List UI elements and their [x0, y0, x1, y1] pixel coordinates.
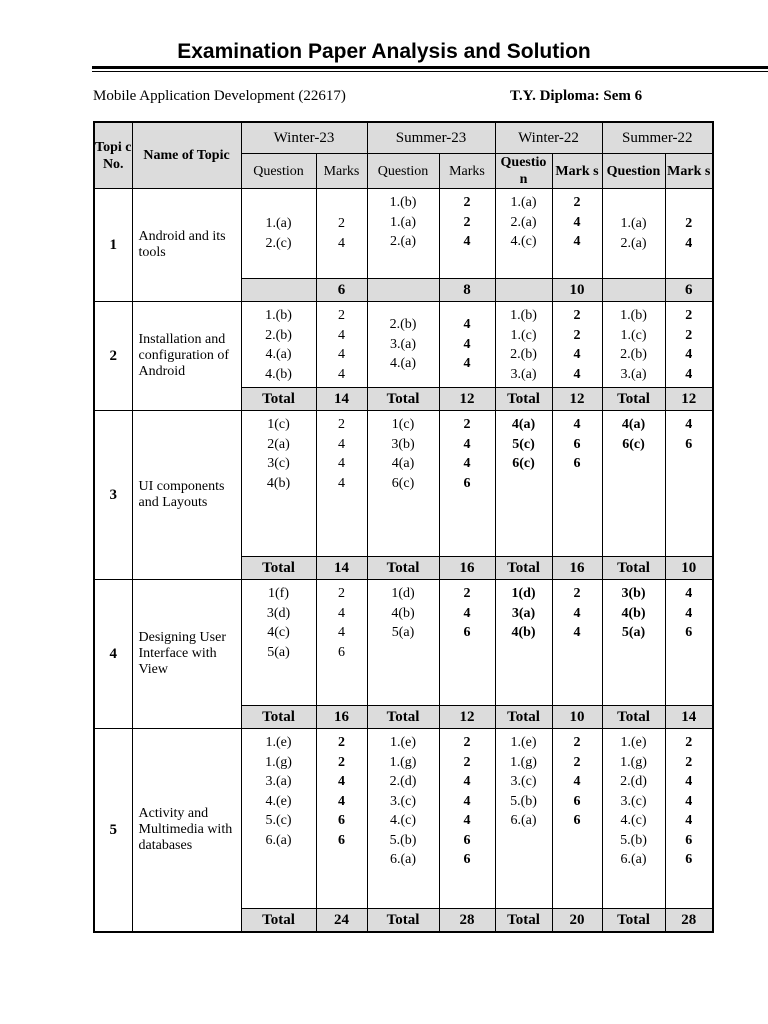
question-number: 1.(b): [265, 308, 292, 323]
marks-value: 2: [685, 327, 693, 343]
topic-number: 3: [94, 411, 132, 580]
question-number: 4(b): [511, 625, 536, 640]
marks-value: 2: [685, 735, 693, 750]
cell-w22-marks: [552, 729, 602, 909]
total-label: Total: [241, 388, 316, 411]
question-number: 5.(b): [510, 793, 537, 809]
marks-value: 2: [338, 216, 345, 231]
question-number: 4(b): [621, 605, 646, 621]
cell-w22-questions: [495, 729, 552, 909]
total-marks: 16: [439, 557, 495, 580]
question-number: 1(d): [511, 586, 536, 601]
header-season-summer-22: Summer-22: [602, 122, 713, 154]
question-number: 1.(a): [510, 195, 537, 210]
table-row: [94, 302, 713, 388]
question-number: 4.(a): [265, 347, 292, 362]
total-marks: 8: [439, 279, 495, 302]
question-number: 1.(e): [510, 735, 537, 750]
total-marks: 16: [316, 706, 367, 729]
topic-number: 1: [94, 189, 132, 302]
marks-value: 6: [338, 813, 345, 828]
header-marks: Marks: [316, 154, 367, 189]
marks-value: 2: [573, 735, 581, 750]
marks-value: 4: [685, 235, 693, 251]
question-number: 1.(e): [389, 735, 417, 750]
question-number: 5(a): [391, 625, 415, 640]
question-number: 5.(b): [620, 832, 647, 848]
marks-value: 2: [463, 586, 471, 601]
question-number: 5.(c): [265, 813, 292, 828]
cell-s23-questions: [367, 302, 439, 388]
question-number: 1.(g): [510, 754, 537, 770]
total-label: Total: [367, 909, 439, 933]
topic-name: Activity and Multimedia with databases: [132, 729, 241, 933]
question-number: 4(b): [391, 605, 415, 621]
marks-value: 4: [338, 366, 345, 382]
marks-value: 4: [573, 366, 581, 382]
marks-value: 4: [463, 234, 471, 249]
marks-value: 4: [463, 793, 471, 809]
question-number: 1.(g): [265, 754, 292, 770]
question-number: 3.(c): [389, 793, 417, 809]
total-label: Total: [495, 909, 552, 933]
marks-value: 6: [573, 793, 581, 809]
marks-value: 2: [338, 417, 345, 432]
question-number: 3.(a): [265, 774, 292, 789]
marks-value: 4: [463, 774, 471, 789]
marks-value: 4: [338, 475, 345, 491]
topic-name: Installation and configuration of Android: [132, 302, 241, 411]
cell-s22-marks: [665, 729, 713, 909]
marks-value: 2: [463, 214, 471, 230]
cell-s23-marks: [439, 189, 495, 279]
marks-value: 4: [573, 625, 581, 640]
question-number: 6.(a): [389, 852, 417, 867]
marks-value: 2: [338, 754, 345, 770]
cell-w23-questions: [241, 580, 316, 706]
header-topic-no: Topi c No.: [94, 122, 132, 189]
marks-value: 4: [685, 813, 693, 828]
question-number: 5(a): [621, 625, 646, 640]
table-row: [94, 411, 713, 557]
cell-s22-marks: [665, 189, 713, 279]
cell-s23-questions: [367, 580, 439, 706]
cell-s22-questions: [602, 729, 665, 909]
marks-value: 4: [463, 813, 471, 828]
total-marks: 12: [439, 388, 495, 411]
cell-s22-marks: [665, 411, 713, 557]
topic-name: UI components and Layouts: [132, 411, 241, 580]
total-label: Total: [367, 388, 439, 411]
cell-w22-marks: [552, 411, 602, 557]
question-number: 1.(b): [389, 195, 417, 210]
total-label: Total: [602, 909, 665, 933]
total-label: Total: [367, 706, 439, 729]
total-marks: 12: [552, 388, 602, 411]
question-number: 6(c): [391, 475, 415, 491]
topic-name: Designing User Interface with View: [132, 580, 241, 729]
cell-s23-marks: [439, 302, 495, 388]
cell-s23-marks: [439, 729, 495, 909]
marks-value: 4: [338, 436, 345, 452]
marks-value: 6: [573, 436, 581, 452]
question-number: 6.(a): [620, 852, 647, 867]
question-number: 3.(a): [389, 336, 417, 352]
question-number: 1.(b): [620, 308, 647, 323]
cell-s23-marks: [439, 411, 495, 557]
marks-value: 2: [573, 195, 581, 210]
page-title: Examination Paper Analysis and Solution: [177, 40, 591, 63]
marks-value: 4: [573, 774, 581, 789]
marks-value: 4: [573, 605, 581, 621]
marks-value: 4: [463, 336, 471, 352]
total-marks: 6: [316, 279, 367, 302]
total-label: Total: [367, 557, 439, 580]
question-number: 1.(g): [389, 754, 417, 770]
cell-w23-questions: [241, 189, 316, 279]
question-number: 4.(b): [265, 366, 292, 382]
marks-value: 2: [573, 586, 581, 601]
cell-s23-marks: [439, 580, 495, 706]
question-number: 6.(a): [265, 832, 292, 848]
marks-value: 2: [685, 754, 693, 770]
marks-value: 4: [685, 605, 693, 621]
question-number: 2.(a): [620, 235, 647, 251]
total-label: Total: [241, 706, 316, 729]
marks-value: 6: [463, 475, 471, 491]
cell-s23-questions: [367, 729, 439, 909]
marks-value: 4: [338, 347, 345, 362]
cell-w23-questions: [241, 411, 316, 557]
question-number: 1.(b): [510, 308, 537, 323]
question-number: 1(f): [268, 586, 289, 601]
marks-value: 4: [338, 625, 345, 640]
table-row: [94, 580, 713, 706]
header-season-winter-22: Winter-22: [495, 122, 602, 154]
cell-w23-questions: [241, 729, 316, 909]
analysis-table: [93, 121, 714, 933]
header-question: Question: [367, 154, 439, 189]
cell-w22-questions: [495, 302, 552, 388]
topic-number: 2: [94, 302, 132, 411]
question-number: 1.(e): [620, 735, 647, 750]
question-number: 2.(b): [265, 327, 292, 343]
question-number: 4.(c): [510, 234, 537, 249]
cell-s23-questions: [367, 189, 439, 279]
question-number: 4.(e): [265, 793, 292, 809]
question-number: 3(b): [621, 586, 646, 601]
marks-value: 2: [573, 754, 581, 770]
cell-w23-marks: [316, 411, 367, 557]
total-marks: 14: [316, 388, 367, 411]
marks-value: 4: [573, 214, 581, 230]
cell-s22-marks: [665, 580, 713, 706]
marks-value: 6: [685, 832, 693, 848]
cell-w22-questions: [495, 411, 552, 557]
total-marks: 6: [665, 279, 713, 302]
header-marks: Marks: [439, 154, 495, 189]
total-label: Total: [241, 557, 316, 580]
marks-value: 6: [338, 644, 345, 660]
question-number: 2.(d): [389, 774, 417, 789]
total-label: [495, 279, 552, 302]
marks-value: 2: [463, 417, 471, 432]
marks-value: 4: [338, 605, 345, 621]
question-number: 2(a): [267, 436, 290, 452]
cell-w22-marks: [552, 189, 602, 279]
header-question: Question: [241, 154, 316, 189]
marks-value: 2: [573, 308, 581, 323]
total-label: Total: [495, 706, 552, 729]
cell-w23-marks: [316, 580, 367, 706]
question-number: 1(c): [267, 417, 290, 432]
total-label: Total: [241, 909, 316, 933]
question-number: 3(d): [266, 605, 291, 621]
question-number: 3.(a): [510, 366, 537, 382]
header-season-winter-23: Winter-23: [241, 122, 367, 154]
marks-value: 2: [338, 735, 345, 750]
marks-value: 6: [685, 436, 693, 452]
topic-name: Android and its tools: [132, 189, 241, 302]
question-number: 1(c): [391, 417, 415, 432]
cell-w22-questions: [495, 189, 552, 279]
marks-value: 4: [685, 366, 693, 382]
marks-value: 6: [338, 832, 345, 848]
question-number: 4.(c): [389, 813, 417, 828]
marks-value: 4: [685, 774, 693, 789]
question-number: 1.(c): [620, 327, 647, 343]
question-number: 6(c): [622, 436, 645, 452]
question-number: 5(c): [512, 436, 535, 452]
total-marks: 28: [439, 909, 495, 933]
cell-s22-questions: [602, 580, 665, 706]
marks-value: 2: [463, 735, 471, 750]
question-number: 4.(c): [620, 813, 647, 828]
marks-value: 6: [463, 832, 471, 848]
total-label: [602, 279, 665, 302]
subject-name: Mobile Application Development (22617): [93, 88, 346, 104]
total-label: Total: [602, 557, 665, 580]
total-marks: 14: [665, 706, 713, 729]
total-marks: 24: [316, 909, 367, 933]
topic-number: 4: [94, 580, 132, 729]
question-number: 2.(d): [620, 774, 647, 789]
marks-value: 4: [573, 347, 581, 362]
marks-value: 4: [573, 234, 581, 249]
question-number: 4(b): [266, 475, 291, 491]
cell-w22-questions: [495, 580, 552, 706]
question-number: 2.(a): [510, 214, 537, 230]
cell-s22-questions: [602, 189, 665, 279]
table-row: [94, 729, 713, 909]
marks-value: 6: [463, 625, 471, 640]
header-question: Question: [602, 154, 665, 189]
total-label: Total: [602, 388, 665, 411]
cell-s22-marks: [665, 302, 713, 388]
marks-value: 4: [685, 347, 693, 362]
question-number: 1.(e): [265, 735, 292, 750]
question-number: 3.(c): [510, 774, 537, 789]
marks-value: 4: [463, 356, 471, 372]
question-number: 1.(g): [620, 754, 647, 770]
marks-value: 2: [685, 308, 693, 323]
question-number: 6(c): [512, 456, 535, 471]
question-number: 3(c): [267, 456, 290, 471]
total-marks: 10: [552, 706, 602, 729]
question-number: 2.(a): [389, 234, 417, 249]
question-number: 3.(c): [620, 793, 647, 809]
marks-value: 6: [573, 813, 581, 828]
marks-value: 2: [685, 216, 693, 231]
question-number: 2.(b): [510, 347, 537, 362]
cell-w23-marks: [316, 302, 367, 388]
question-number: 3(a): [511, 605, 536, 621]
question-number: 3.(a): [620, 366, 647, 382]
title-rule-thick: [92, 66, 768, 69]
marks-value: 4: [463, 317, 471, 333]
header-name-of-topic: Name of Topic: [132, 122, 241, 189]
question-number: 1.(a): [620, 216, 647, 231]
total-marks: 10: [552, 279, 602, 302]
total-marks: 20: [552, 909, 602, 933]
cell-w22-marks: [552, 302, 602, 388]
marks-value: 4: [338, 774, 345, 789]
cell-w23-marks: [316, 189, 367, 279]
marks-value: 4: [685, 586, 693, 601]
question-number: 4(a): [621, 417, 646, 432]
marks-value: 2: [338, 586, 345, 601]
cell-s23-questions: [367, 411, 439, 557]
question-number: 4(a): [511, 417, 536, 432]
header-season-summer-23: Summer-23: [367, 122, 495, 154]
marks-value: 2: [463, 754, 471, 770]
marks-value: 2: [463, 195, 471, 210]
marks-value: 4: [338, 235, 345, 251]
question-number: 4(c): [267, 625, 290, 640]
question-number: 1.(a): [265, 216, 292, 231]
marks-value: 6: [685, 625, 693, 640]
question-number: 2.(c): [265, 235, 292, 251]
marks-value: 4: [338, 793, 345, 809]
marks-value: 4: [685, 793, 693, 809]
marks-value: 6: [573, 456, 581, 471]
total-marks: 10: [665, 557, 713, 580]
header-question: Questio n: [495, 154, 552, 189]
question-number: 6.(a): [510, 813, 537, 828]
marks-value: 4: [338, 327, 345, 343]
title-rule-thin: [92, 71, 768, 72]
total-label: Total: [495, 557, 552, 580]
question-number: 4(a): [391, 456, 415, 471]
total-marks: 16: [552, 557, 602, 580]
cell-w22-marks: [552, 580, 602, 706]
header-marks: Mark s: [552, 154, 602, 189]
total-marks: 28: [665, 909, 713, 933]
marks-value: 6: [463, 852, 471, 867]
total-label: Total: [602, 706, 665, 729]
table-body: [94, 189, 713, 933]
question-number: 5(a): [267, 644, 290, 660]
total-label: [367, 279, 439, 302]
question-number: 1.(c): [510, 327, 537, 343]
cell-w23-questions: [241, 302, 316, 388]
question-number: 2.(b): [620, 347, 647, 362]
marks-value: 6: [685, 852, 693, 867]
question-number: 1.(a): [389, 214, 417, 230]
marks-value: 4: [685, 417, 693, 432]
question-number: 3(b): [391, 436, 415, 452]
table-row: [94, 189, 713, 279]
question-number: 2.(b): [389, 317, 417, 333]
question-number: 1(d): [391, 586, 415, 601]
total-marks: 12: [665, 388, 713, 411]
total-label: [241, 279, 316, 302]
topic-number: 5: [94, 729, 132, 933]
semester-label: T.Y. Diploma: Sem 6: [510, 88, 643, 104]
total-marks: 12: [439, 706, 495, 729]
marks-value: 4: [573, 417, 581, 432]
cell-s22-questions: [602, 411, 665, 557]
marks-value: 4: [463, 456, 471, 471]
question-number: 4.(a): [389, 356, 417, 372]
marks-value: 2: [338, 308, 345, 323]
question-number: 5.(b): [389, 832, 417, 848]
cell-s22-questions: [602, 302, 665, 388]
header-marks: Mark s: [665, 154, 713, 189]
marks-value: 4: [463, 436, 471, 452]
total-marks: 14: [316, 557, 367, 580]
cell-w23-marks: [316, 729, 367, 909]
marks-value: 4: [463, 605, 471, 621]
marks-value: 2: [573, 327, 581, 343]
marks-value: 4: [338, 456, 345, 471]
total-label: Total: [495, 388, 552, 411]
